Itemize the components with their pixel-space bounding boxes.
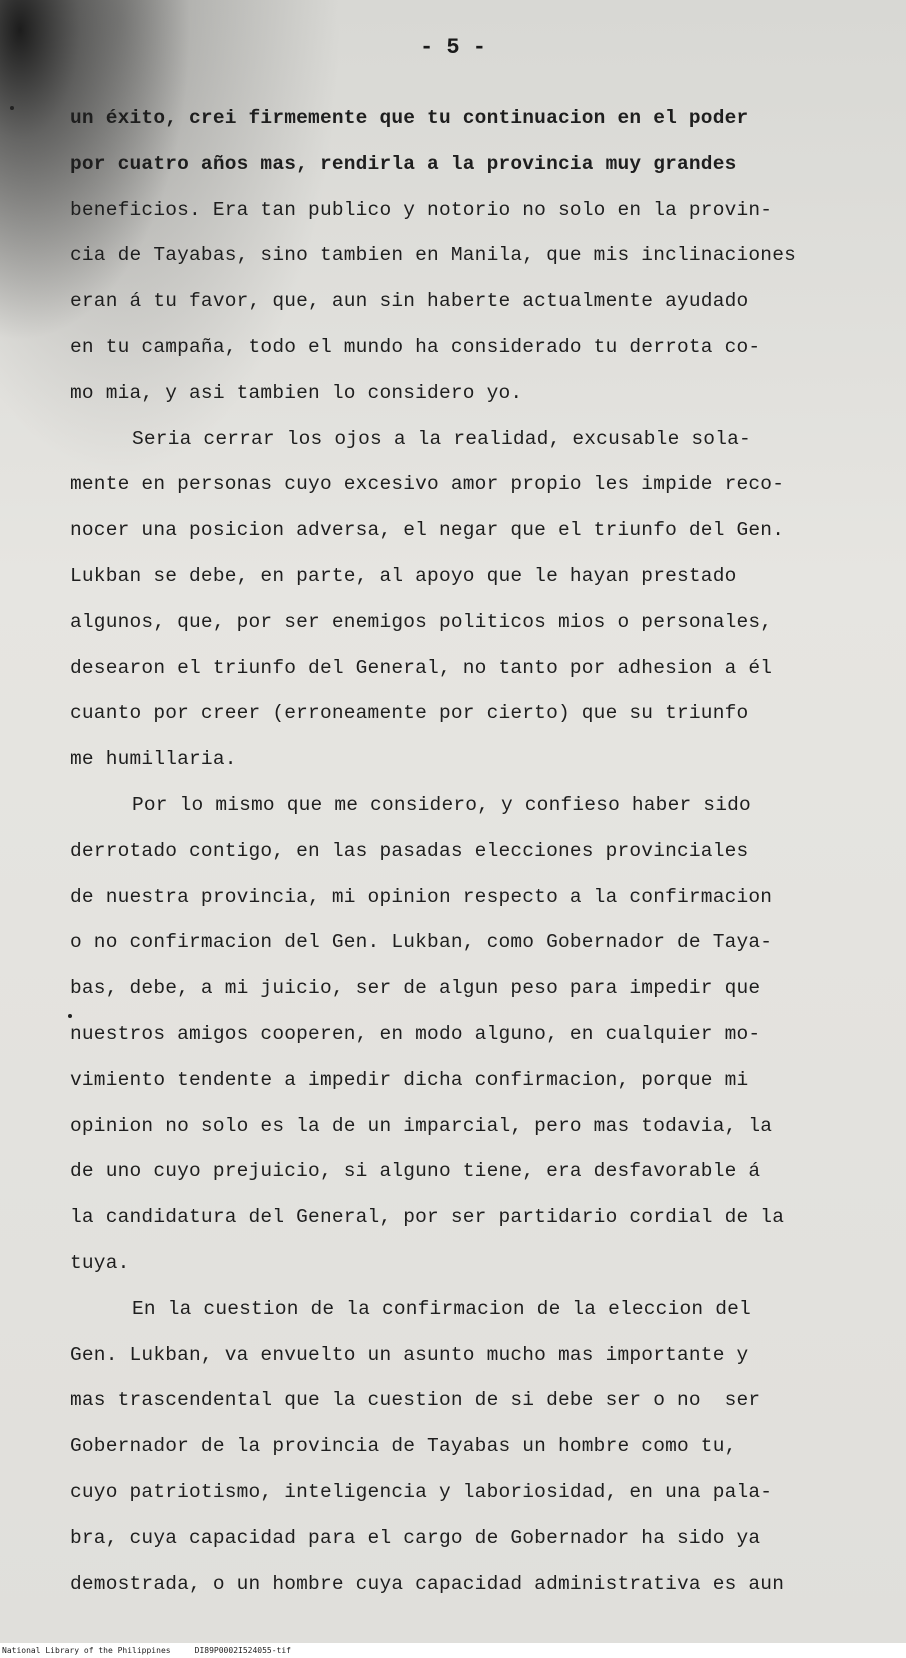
text-line: algunos, que, por ser enemigos politicos mios o personales, [70,610,773,633]
text-line: o no confirmacion del Gen. Lukban, como Gobernador de Taya- [70,931,773,954]
text-line: mo mia, y asi tambien lo considero yo. [70,381,523,404]
text-line: Lukban se debe, en parte, al apoyo que le hayan prestado [70,564,737,587]
text-line: nocer una posicion adversa, el negar que el triunfo del Gen. [70,519,785,542]
text-line: mente en personas cuyo excesivo amor propio les impide reco- [70,473,785,496]
text-line: Seria cerrar los ojos a la realidad, excusable sola- [132,427,751,450]
text-line: bas, debe, a mi juicio, ser de algun peso para impedir que [70,977,761,1000]
text-line: eran á tu favor, que, aun sin haberte actualmente ayudado [70,290,749,313]
text-line: derrotado contigo, en las pasadas elecciones provinciales [70,839,749,862]
text-line: de nuestra provincia, mi opinion respecto a la confirmacion [70,885,773,908]
text-line: un éxito, crei firmemente que tu continuacion en el poder [70,107,749,129]
text-line: mas trascendental que la cuestion de si debe ser o no ser [70,1389,761,1412]
text-line: la candidatura del General, por ser partidario cordial de la [70,1206,785,1229]
text-line: en tu campaña, todo el mundo ha considerado tu derrota co- [70,335,761,358]
text-line: me humillaria. [70,748,237,771]
text-line: vimiento tendente a impedir dicha confirmacion, porque mi [70,1068,749,1091]
text-line: por cuatro años mas, rendirla a la provincia muy grandes [70,152,737,175]
text-line: En la cuestion de la confirmacion de la eleccion del [132,1297,751,1320]
text-line: tuya. [70,1251,130,1274]
text-line: cia de Tayabas, sino tambien en Manila, que mis inclinaciones [70,244,797,267]
text-line: cuanto por creer (erroneamente por cierto) que su triunfo [70,702,749,725]
text-line: cuyo patriotismo, inteligencia y laboriosidad, en una pala- [70,1480,773,1503]
text-line: opinion no solo es la de un imparcial, pero mas todavia, la [70,1114,773,1137]
text-line: demostrada, o un hombre cuya capacidad administrativa es aun [70,1572,785,1595]
scan-speck [10,106,14,110]
page-number: - 5 - [419,35,486,60]
letter-body [70,96,890,1607]
text-line: nuestros amigos cooperen, en modo alguno, en cualquier mo- [70,1022,761,1045]
scan-source-caption: National Library of the Philippines DI89P0002I524055-tif [2,1646,291,1655]
text-line: bra, cuya capacidad para el cargo de Gobernador ha sido ya [70,1526,761,1549]
text-line: de uno cuyo prejuicio, si alguno tiene, era desfavorable á [70,1160,761,1183]
text-line: Gen. Lukban, va envuelto un asunto mucho mas importante y [70,1343,749,1366]
text-line: desearon el triunfo del General, no tanto por adhesion a él [70,656,773,679]
text-line: Por lo mismo que me considero, y confieso haber sido [132,793,751,816]
text-line: Gobernador de la provincia de Tayabas un hombre como tu, [70,1435,737,1458]
text-line: beneficios. Era tan publico y notorio no solo en la provin- [70,198,773,221]
